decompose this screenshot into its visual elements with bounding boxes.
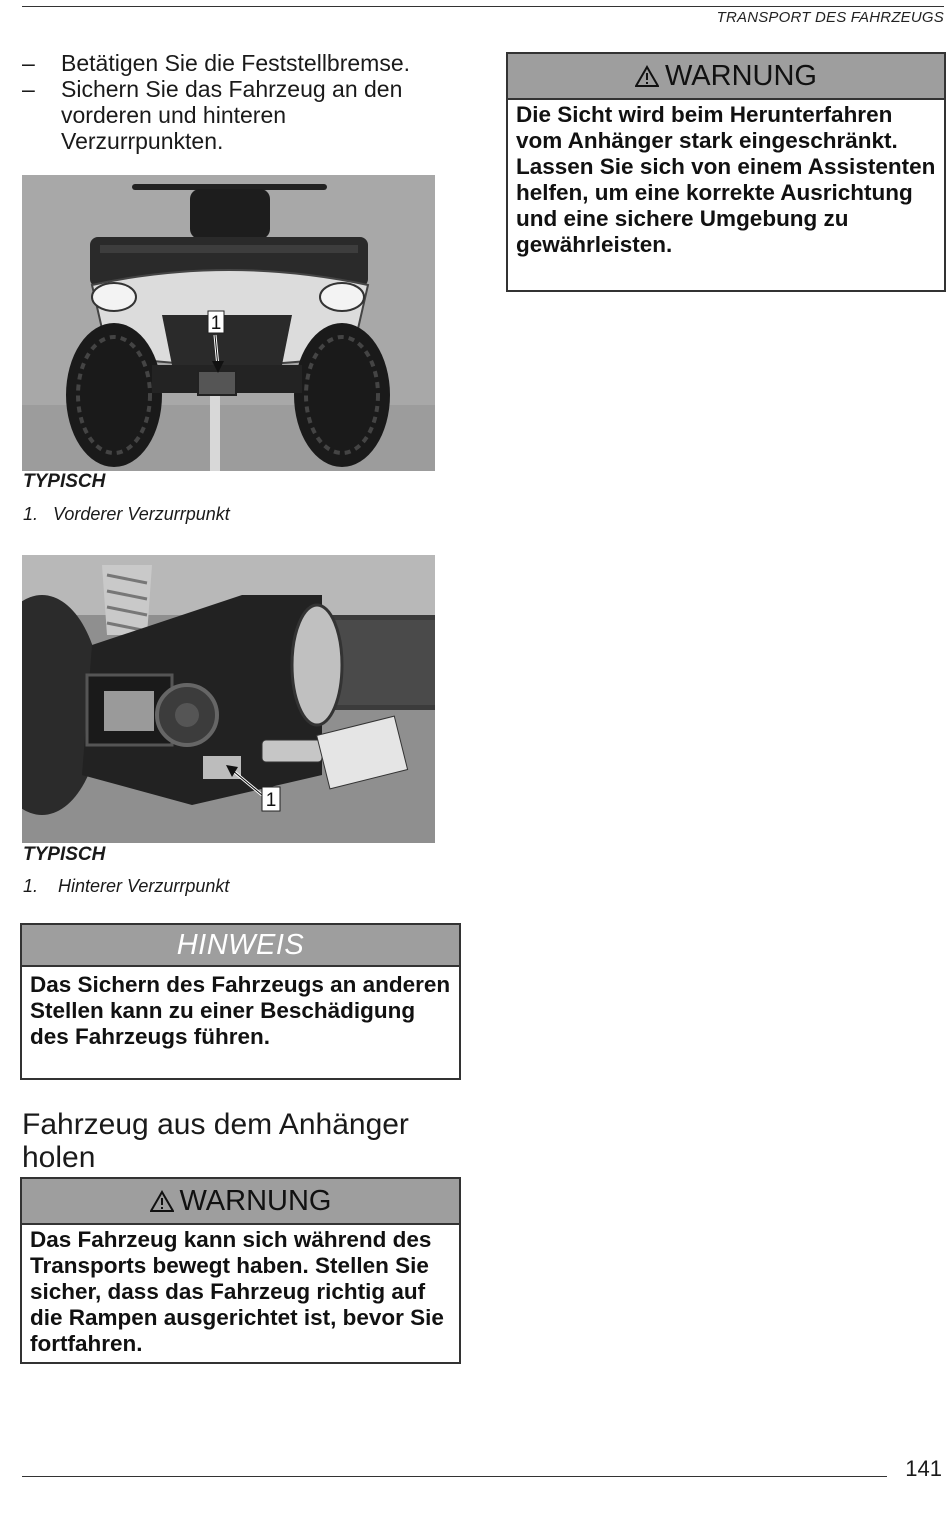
- legend-text: Vorderer Verzurrpunkt: [53, 504, 230, 524]
- bullet-dash: –: [22, 76, 35, 102]
- header-rule: [22, 6, 944, 7]
- legend-text: Hinterer Verzurrpunkt: [58, 876, 230, 896]
- notice-text: Das Sichern des Fahrzeugs an anderen Stellen kann zu einer Beschädigung des Fahrzeugs führen.: [30, 972, 451, 1049]
- rear-hitch-illustration: [22, 555, 435, 843]
- bullet-dash: –: [22, 50, 35, 76]
- instruction-text: Betätigen Sie die Feststellbremse.: [61, 50, 411, 76]
- warning-title: WARNUNG: [179, 1185, 332, 1217]
- instruction-list: [22, 50, 472, 154]
- warning-box: [20, 1177, 461, 1364]
- warning-triangle-icon: [635, 65, 659, 87]
- warning-triangle-icon: [150, 1190, 174, 1212]
- warning-text: Das Fahrzeug kann sich während des Transports bewegt haben. Stellen Sie sicher, dass das Fahrzeug richtig auf die Rampen ausgerichtet ist, bevor Sie fortfahren.: [30, 1227, 444, 1356]
- notice-header: [22, 925, 459, 967]
- front-callout-label: 1: [210, 313, 222, 334]
- legend-number: 1.: [23, 876, 39, 896]
- page-number: 141: [905, 1456, 942, 1481]
- legend-number: 1.: [23, 504, 39, 524]
- rear-figure-legend: [23, 876, 229, 897]
- warning-header: [22, 1179, 459, 1225]
- front-figure-legend: [23, 504, 230, 525]
- rear-tiedown-photo: [22, 555, 435, 843]
- notice-box: [20, 923, 461, 1080]
- warning-text: Die Sicht wird beim Herunterfahren vom Anhänger stark eingeschränkt. Lassen Sie sich von einem Assistenten helfen, um eine korrekte Ausrichtung und eine sichere Umgebung zu gewährleisten.: [516, 102, 936, 257]
- warning-header: [508, 54, 944, 100]
- notice-title: HINWEIS: [176, 929, 305, 961]
- front-figure-caption-label: TYPISCH: [23, 471, 106, 492]
- rear-figure-caption-label: TYPISCH: [23, 844, 106, 865]
- instruction-text: Sichern Sie das Fahrzeug an den vorderen und hinteren Verzurrpunkten.: [61, 76, 403, 154]
- instruction-item: [22, 76, 451, 154]
- warning-box-visibility: [506, 52, 946, 292]
- atv-front-illustration: [22, 175, 435, 471]
- warning-title: WARNUNG: [665, 60, 817, 92]
- instruction-item: [22, 50, 472, 76]
- section-heading: Fahrzeug aus dem Anhänger holen: [22, 1108, 409, 1174]
- front-tiedown-photo: [22, 175, 435, 471]
- rear-callout-label: 1: [265, 790, 277, 811]
- footer-rule: [22, 1476, 887, 1477]
- section-header: TRANSPORT DES FAHRZEUGS: [716, 9, 944, 26]
